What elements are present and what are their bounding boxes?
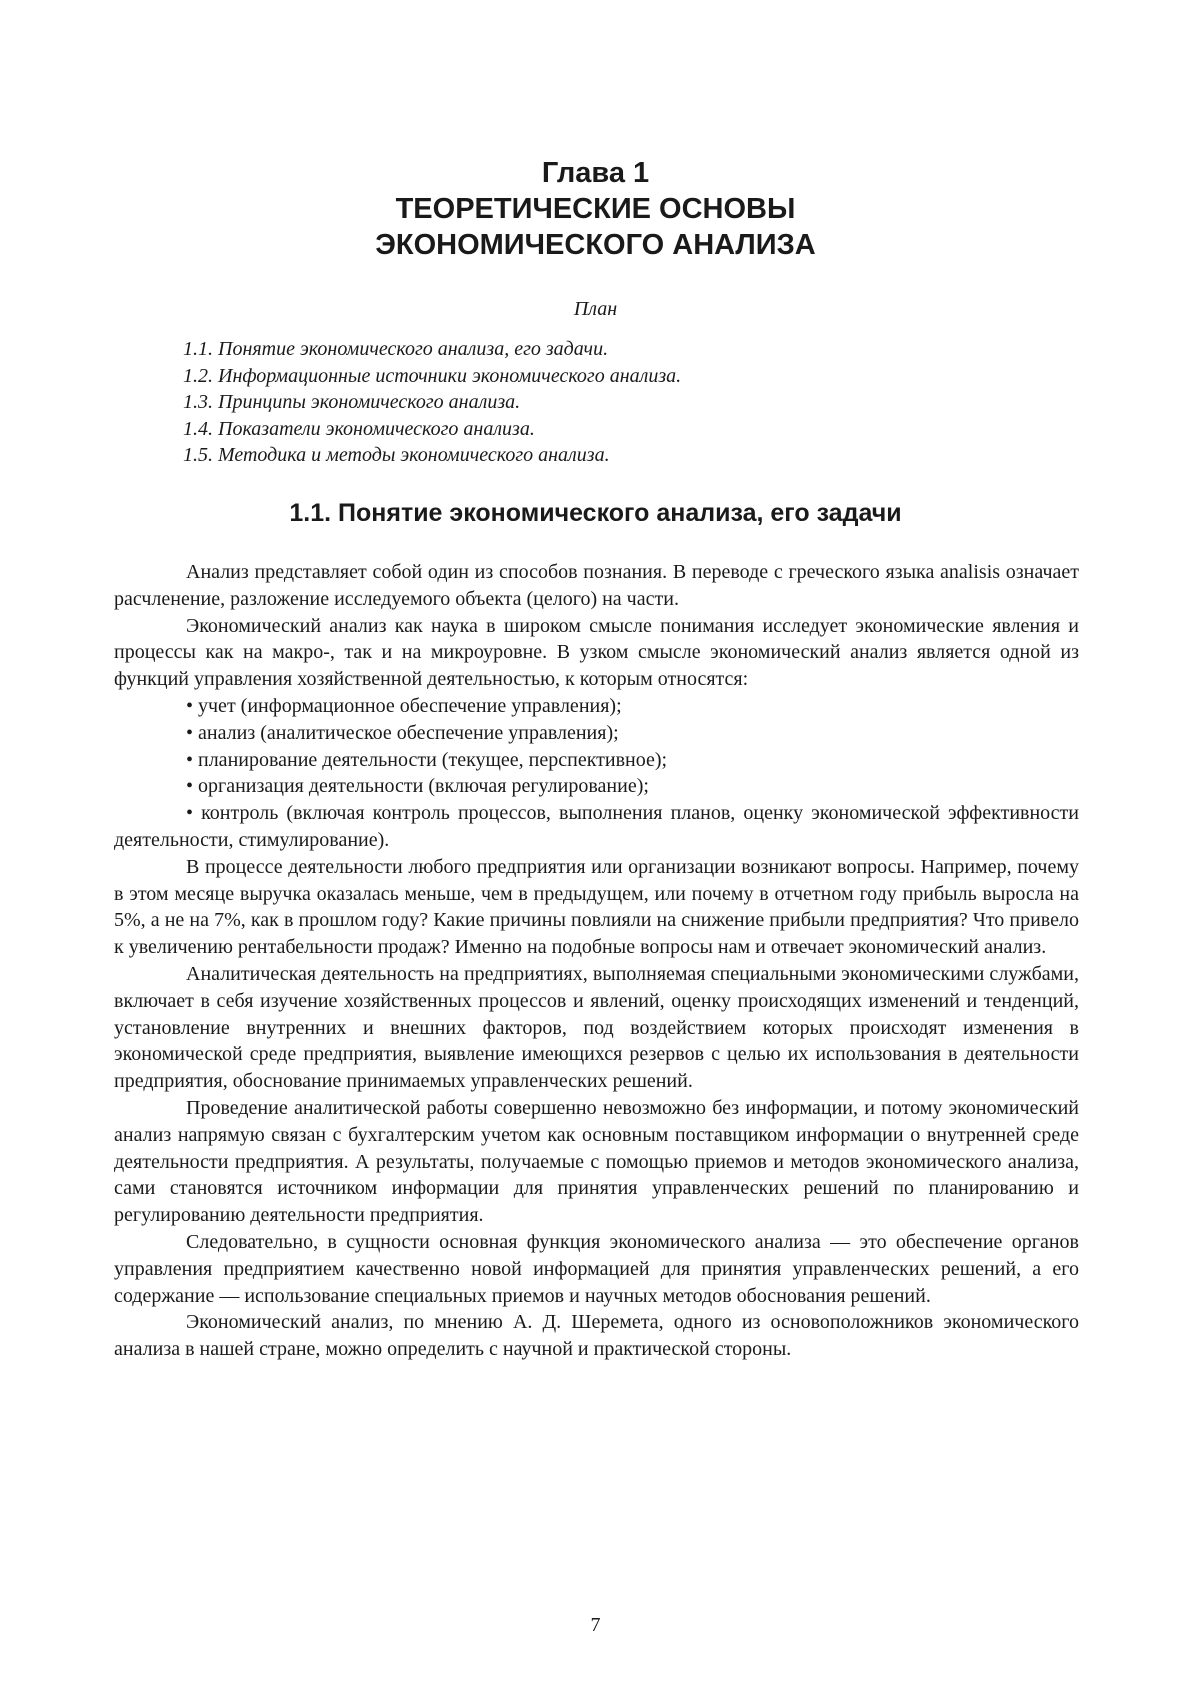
section-title: 1.1. Понятие экономического анализа, его задачи xyxy=(289,499,902,527)
plan-list xyxy=(183,336,1063,469)
chapter-heading xyxy=(0,155,1191,263)
bullet-item: • планирование деятельности (текущее, перспективное); xyxy=(186,748,668,771)
body-text xyxy=(114,559,1079,1363)
plan-item: 1.2. Информационные источники экономического анализа. xyxy=(183,364,682,387)
bullet-item: • учет (информационное обеспечение управления); xyxy=(186,694,622,717)
chapter-label: Глава 1 xyxy=(541,157,650,189)
bullet-item: • контроль (включая контроль процессов, выполнения планов, оценку экономической эффективности деятельности, стимулирование). xyxy=(114,802,1079,851)
plan-item: 1.5. Методика и методы экономического анализа. xyxy=(183,444,610,466)
paragraph: Экономический анализ, по мнению А. Д. Шеремета, одного из основоположников экономического анализа в нашей стране, можно определить с научной и практической стороны. xyxy=(114,1311,1079,1361)
plan-item: 1.1. Понятие экономического анализа, его задачи. xyxy=(183,338,609,360)
paragraph: В процессе деятельности любого предприятия или организации возникают вопросы. Например, почему в этом месяце выручка оказалась меньше, чем в предыдущем, или почему в отчетном году прибыль выросла на 5%, а не на 7%, как в прошлом году? Какие причины повлияли на снижение прибыли предприятия? Что привело к увеличению рентабельности продаж? Именно на подобные вопросы нам и отвечает экономический анализ. xyxy=(114,855,1079,959)
paragraph: Проведение аналитической работы совершенно невозможно без информации, и потому экономический анализ напрямую связан с бухгалтерским учетом как основным поставщиком информации о внутренней среде деятельности предприятия. А результаты, получаемые с помощью приемов и методов экономического анализа, сами становятся источником информации для принятия управленческих решений по планированию и регулированию деятельности предприятия. xyxy=(114,1096,1079,1227)
bullet-item: • организация деятельности (включая регулирование); xyxy=(186,775,649,798)
plan-title: План xyxy=(573,298,618,320)
bullet-item: • анализ (аналитическое обеспечение управления); xyxy=(186,721,619,744)
chapter-title-line-2: ЭКОНОМИЧЕСКОГО АНАЛИЗА xyxy=(375,229,816,261)
chapter-title-line-1: ТЕОРЕТИЧЕСКИЕ ОСНОВЫ xyxy=(395,193,796,225)
paragraph: Аналитическая деятельность на предприятиях, выполняемая специальными экономическими службами, включает в себя изучение хозяйственных процессов и явлений, оценку происходящих изменений и тенденций, установление внутренних и внешних факторов, под воздействием которых происходят изменения в экономической среде предприятия, выявление имеющихся резервов с целью их использования в деятельности предприятия, обоснование принимаемых управленческих решений. xyxy=(114,962,1079,1093)
paragraph: Экономический анализ как наука в широком смысле понимания исследует экономические явления и процессы как на макро-, так и на микроуровне. В узком смысле экономический анализ является одной из функций управления хозяйственной деятельностью, к которым относятся: xyxy=(114,614,1079,691)
paragraph: Следовательно, в сущности основная функция экономического анализа — это обеспечение органов управления предприятием качественно новой информацией для принятия управленческих решений, а его содержание — использование специальных приемов и научных методов обоснования решений. xyxy=(114,1230,1079,1307)
plan-item: 1.4. Показатели экономического анализа. xyxy=(183,417,535,440)
plan-item: 1.3. Принципы экономического анализа. xyxy=(183,391,521,413)
page-number: 7 xyxy=(590,1614,601,1636)
paragraph: Анализ представляет собой один из способов познания. В переводе с греческого языка analisis означает расчленение, разложение исследуемого объекта (целого) на части. xyxy=(114,561,1079,610)
